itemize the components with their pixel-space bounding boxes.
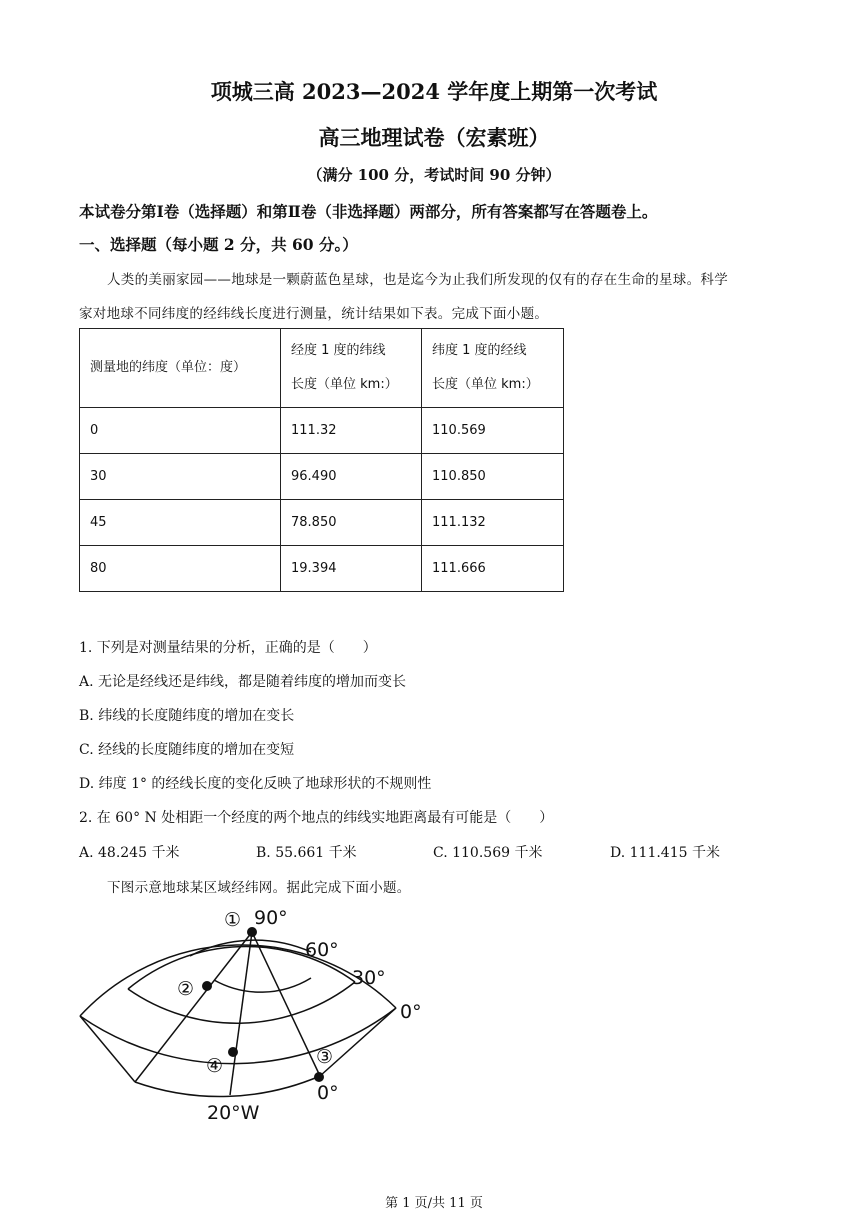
bottom-arc [135,1076,320,1097]
table-row [80,454,564,500]
label-p4: ④ [206,1055,224,1077]
label-lon20w: 20°W [207,1102,260,1124]
point-2-marker [202,981,212,991]
q2-option-c: C. 110.569 千米 [433,845,543,861]
q1-option-d: D. 纬度 1° 的经线长度的变化反映了地球形状的不规则性 [79,776,432,792]
q1-option-c: C. 经线的长度随纬度的增加在变短 [79,742,295,758]
q2-stem: 2. 在 60° N 处相距一个经度的两个地点的纬线实地距离最有可能是（ ） [79,810,554,826]
label-p3: ③ [316,1046,334,1068]
label-lat30: 30° [352,967,386,989]
measurement-table [79,328,564,592]
label-p2: ② [177,978,195,1000]
table-row [80,546,564,592]
label-lon0: 0° [317,1082,339,1104]
point-3-marker [314,1072,324,1082]
q1-stem: 1. 下列是对测量结果的分析，正确的是（ ） [79,640,377,656]
table-cell: 80 [80,546,281,592]
q1-option-b: B. 纬线的长度随纬度的增加在变长 [79,708,295,724]
table-cell: 111.132 [422,500,564,546]
table-cell: 0 [80,408,281,454]
table-cell: 110.569 [422,408,564,454]
table-cell: 78.850 [281,500,422,546]
q2-option-d: D. 111.415 千米 [610,845,720,861]
header-text: 经度 1 度的纬线 [291,343,386,358]
table-cell: 111.32 [281,408,422,454]
latitude-arc-inner [214,978,311,992]
table-header-cell [281,329,422,408]
left-edge [80,1016,135,1082]
label-lat90: 90° [254,907,288,929]
table-cell: 30 [80,454,281,500]
table-header-row [80,329,564,408]
header-text: 长度（单位 km:） [432,377,539,392]
table-cell: 110.850 [422,454,564,500]
instructions: 本试卷分第Ⅰ卷（选择题）和第Ⅱ卷（非选择题）两部分，所有答案都写在答题卷上。 [79,202,658,221]
table-cell: 19.394 [281,546,422,592]
label-lat60: 60° [305,939,339,961]
q2-option-a: A. 48.245 千米 [79,845,180,861]
latitude-arc-lower [128,982,355,1023]
outer-boundary-arc [80,945,396,1016]
table-row [80,500,564,546]
header-text: 测量地的纬度（单位：度） [90,360,247,375]
table-cell: 96.490 [281,454,422,500]
q2-option-b: B. 55.661 千米 [256,845,357,861]
header-text: 长度（单位 km:） [291,377,398,392]
figure-intro: 下图示意地球某区域经纬网。据此完成下面小题。 [107,880,411,896]
table-cell: 111.666 [422,546,564,592]
label-lat0: 0° [400,1001,422,1023]
exam-subtitle: 高三地理试卷（宏素班） [318,125,550,150]
point-4-marker [228,1047,238,1057]
label-p1: ① [224,909,242,931]
table-row [80,408,564,454]
intro-line-2: 家对地球不同纬度的经纬线长度进行测量，统计结果如下表。完成下面小题。 [79,306,549,322]
section-heading: 一、选择题（每小题 2 分，共 60 分。） [79,235,358,254]
table-header-cell [80,329,281,408]
exam-title: 项城三高 2023—2024 学年度上期第一次考试 [210,79,658,104]
q1-option-a: A. 无论是经线还是纬线，都是随着纬度的增加而变长 [79,674,407,690]
page-footer: 第 1 页/共 11 页 [385,1196,483,1211]
intro-line-1: 人类的美丽家园——地球是一颗蔚蓝色星球，也是迄今为止我们所发现的仅有的存在生命的星球。科学 [107,272,728,288]
header-text: 纬度 1 度的经线 [432,343,527,358]
table-cell: 45 [80,500,281,546]
graticule-diagram [60,900,460,1130]
table-header-cell [422,329,564,408]
exam-meta: （满分 100 分，考试时间 90 分钟） [307,166,561,184]
